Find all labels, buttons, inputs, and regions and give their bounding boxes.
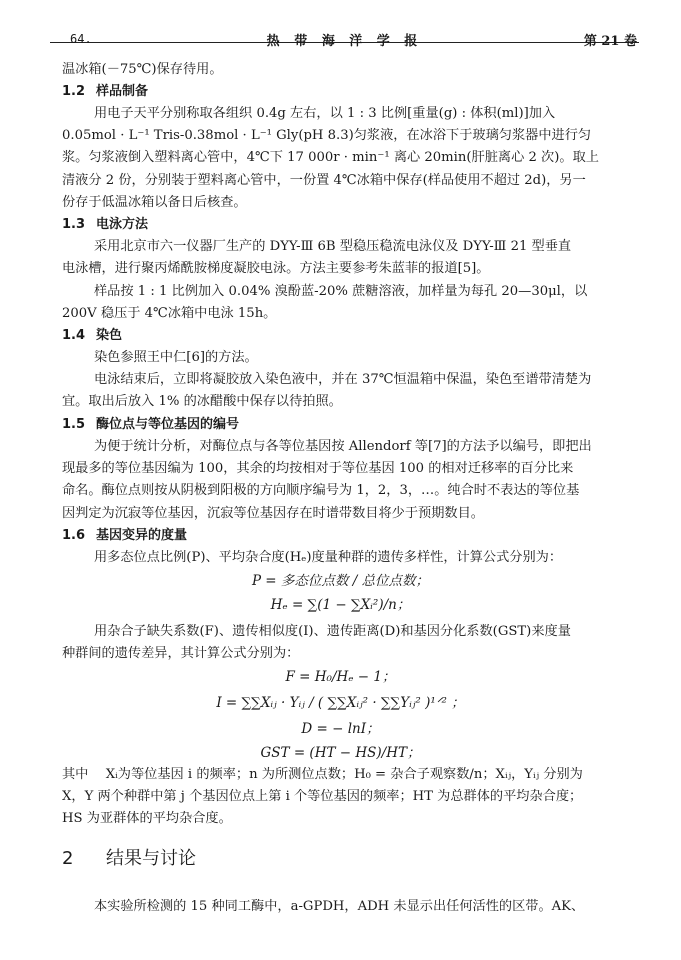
text-line: 200V 稳压于 4℃冰箱中电泳 15h。: [62, 306, 277, 321]
text-line: 电泳结束后，立即将凝胶放入染色液中，并在 37℃恒温箱中保温，染色至谱带清楚为: [94, 372, 592, 387]
section-heading-1-4: [62, 327, 641, 345]
chapter-title: 结果与讨论: [106, 848, 196, 869]
section-title: 基因变异的度量: [96, 528, 188, 543]
section-heading-1-2: [62, 83, 641, 101]
text-line: HS 为亚群体的平均杂合度。: [62, 811, 232, 826]
section-heading-1-3: [62, 216, 641, 234]
text-line: 现最多的等位基因编为 100，其余的均按相对于等位基因 100 的相对迁移率的百分比来: [62, 461, 574, 476]
text-line: 温冰箱(－75℃)保存待用。: [62, 62, 223, 77]
text-line: 采用北京市六一仪器厂生产的 DYY-Ⅲ 6B 型稳压稳流电泳仪及 DYY-Ⅲ 21 型垂直: [94, 239, 572, 254]
section-number: 1.2: [62, 84, 86, 99]
section-number: 1.6: [62, 528, 86, 543]
text-line: 用电子天平分别称取各组织 0.4g 左右，以 1 : 3 比例[重量(g) : 体积(ml)]加入: [94, 106, 556, 121]
text-line: 种群间的遗传差异，其计算公式分别为：: [62, 646, 300, 661]
volume-label: 第 21 卷: [583, 34, 637, 49]
text-line: 因判定为沉寂等位基因，沉寂等位基因存在时谱带数目将少于预期数目。: [62, 506, 484, 521]
text-line: 浆。匀浆液倒入塑料离心管中，4℃下 17 000r · min⁻¹ 离心 20min(肝脏离心 2 次)。取上: [62, 150, 599, 165]
text-line: 0.05mol · L⁻¹ Tris-0.38mol · L⁻¹ Gly(pH 8.3)匀浆液，在冰浴下于玻璃匀浆器中进行匀: [62, 128, 592, 143]
text-line: 本实验所检测的 15 种同工酶中，a-GPDH，ADH 未显示出任何活性的区带。AK、: [94, 899, 585, 914]
text-line: 用杂合子缺失系数(F)、遗传相似度(I)、遗传距离(D)和基因分化系数(GST)来度量: [94, 624, 571, 639]
chapter-heading-2: [62, 847, 196, 871]
text-line: 份存于低温冰箱以备日后核查。: [62, 195, 247, 210]
text-line: X，Y 两个种群中第 j 个基因位点上第 i 个等位基因的频率；HT 为总群体的平均杂合度；: [62, 789, 583, 804]
text-line: 清液分 2 份，分别装于塑料离心管中，一份置 4℃冰箱中保存(样品使用不超过 2d)，另一: [62, 173, 586, 188]
page-number: 64.: [70, 32, 92, 46]
formula-gst: GST = (HT − HS)/HT；: [260, 745, 421, 761]
section-title: 染色: [96, 328, 123, 343]
formula-he: Hₑ = ∑(1 − ∑Xᵢ²)/n；: [270, 597, 411, 613]
text-line: 宜。取出后放入 1% 的冰醋酸中保存以待拍照。: [62, 394, 342, 409]
text-line: 样品按 1 : 1 比例加入 0.04% 溴酚蓝-20% 蔗糖溶液，加样量为每孔 20—30μl，以: [94, 284, 588, 299]
journal-title: 热 带 海 洋 学 报: [266, 34, 423, 49]
text-line: 命名。酶位点则按从阴极到阳极的方向顺序编号为 1，2，3，…。纯合时不表达的等位基: [62, 483, 580, 498]
text-line: 电泳槽，进行聚丙烯酰胺梯度凝胶电泳。方法主要参考朱蓝菲的报道[5]。: [62, 261, 490, 276]
section-title: 电泳方法: [96, 217, 149, 232]
section-number: 1.3: [62, 217, 86, 232]
section-title: 样品制备: [96, 84, 149, 99]
formula-p: P = 多态位点数 / 总位点数；: [251, 573, 430, 589]
text-line: 染色参照王中仁[6]的方法。: [94, 350, 258, 365]
section-number: 1.5: [62, 417, 86, 432]
running-header: [50, 20, 639, 49]
text-line: 为便于统计分析，对酶位点与各等位基因按 Allendorf 等[7]的方法予以编号，即把出: [94, 439, 592, 454]
section-heading-1-5: [62, 416, 641, 434]
formula-i: I = ∑∑Xᵢⱼ · Yᵢⱼ / ( ∑∑Xᵢⱼ² · ∑∑Yᵢⱼ² )¹ᐟ² ；: [216, 695, 465, 711]
formula-d: D = − lnI；: [301, 721, 380, 737]
chapter-number: 2: [62, 848, 74, 869]
formula-f: F = H₀/Hₑ − 1；: [285, 669, 396, 685]
section-number: 1.4: [62, 328, 86, 343]
text-line: 其中 Xᵢ为等位基因 i 的频率；n 为所测位点数；H₀ = 杂合子观察数/n；Xᵢⱼ，Yᵢⱼ 分别为: [62, 767, 583, 782]
section-heading-1-6: [62, 527, 641, 545]
section-title: 酶位点与等位基因的编号: [96, 417, 240, 432]
text-line: 用多态位点比例(P)、平均杂合度(Hₑ)度量种群的遗传多样性，计算公式分别为：: [94, 550, 563, 565]
